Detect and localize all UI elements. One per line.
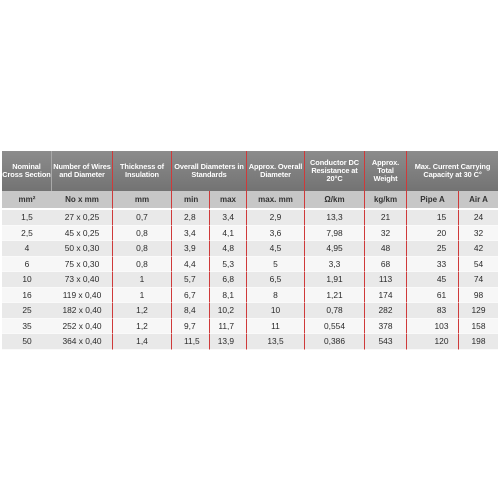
cell-cross-section: 6 <box>2 257 52 273</box>
cell-insulation: 1,2 <box>113 319 172 335</box>
header-approx-overall-diameter: Approx. Overall Diameter <box>247 151 305 191</box>
cell-pipe-a: 120 <box>407 334 459 350</box>
header-conductor-dc-resistance: Conductor DC Resistance at 20°C <box>305 151 365 191</box>
cell-max-diameter: 8,1 <box>210 288 247 304</box>
table-row <box>2 334 498 350</box>
unit-cell: Ω/km <box>305 191 365 210</box>
unit-cell: kg/km <box>365 191 407 210</box>
cell-pipe-a: 45 <box>407 272 459 288</box>
header-thickness-of-insulation: Thickness of Insulation <box>113 151 172 191</box>
unit-cell: max. mm <box>247 191 305 210</box>
cell-wires: 75 x 0,30 <box>52 257 113 273</box>
cell-air-a: 198 <box>459 334 498 350</box>
cell-resistance: 0,386 <box>305 334 365 350</box>
table-row <box>2 288 498 304</box>
cell-insulation: 0,8 <box>113 241 172 257</box>
cell-cross-section: 1,5 <box>2 210 52 226</box>
cell-wires: 27 x 0,25 <box>52 210 113 226</box>
cell-min-diameter: 2,8 <box>172 210 210 226</box>
cell-overall-diameter: 11 <box>247 319 305 335</box>
header-max-current-capacity: Max. Current Carrying Capacity at 30 C° <box>407 151 498 191</box>
cell-max-diameter: 5,3 <box>210 257 247 273</box>
cell-max-diameter: 4,1 <box>210 226 247 242</box>
cell-min-diameter: 9,7 <box>172 319 210 335</box>
cell-weight: 543 <box>365 334 407 350</box>
cell-max-diameter: 13,9 <box>210 334 247 350</box>
cell-air-a: 54 <box>459 257 498 273</box>
cell-insulation: 1,4 <box>113 334 172 350</box>
cell-cross-section: 50 <box>2 334 52 350</box>
cell-overall-diameter: 2,9 <box>247 210 305 226</box>
header-row <box>2 151 498 191</box>
cell-air-a: 98 <box>459 288 498 304</box>
cell-resistance: 0,78 <box>305 303 365 319</box>
cell-insulation: 0,8 <box>113 257 172 273</box>
table-row <box>2 226 498 242</box>
cell-wires: 252 x 0,40 <box>52 319 113 335</box>
cell-resistance: 4,95 <box>305 241 365 257</box>
cell-weight: 174 <box>365 288 407 304</box>
cell-cross-section: 25 <box>2 303 52 319</box>
cell-overall-diameter: 10 <box>247 303 305 319</box>
cell-wires: 182 x 0,40 <box>52 303 113 319</box>
cell-overall-diameter: 5 <box>247 257 305 273</box>
cable-spec-table-container <box>2 151 498 350</box>
cell-overall-diameter: 4,5 <box>247 241 305 257</box>
cell-overall-diameter: 8 <box>247 288 305 304</box>
cell-wires: 45 x 0,25 <box>52 226 113 242</box>
cell-cross-section: 16 <box>2 288 52 304</box>
unit-cell: max <box>210 191 247 210</box>
cell-weight: 113 <box>365 272 407 288</box>
unit-cell: Pipe A <box>407 191 459 210</box>
cell-resistance: 0,554 <box>305 319 365 335</box>
cell-max-diameter: 10,2 <box>210 303 247 319</box>
cell-min-diameter: 4,4 <box>172 257 210 273</box>
cell-insulation: 1,2 <box>113 303 172 319</box>
header-number-of-wires: Number of Wires and Diameter <box>52 151 113 191</box>
cell-pipe-a: 20 <box>407 226 459 242</box>
cell-min-diameter: 3,9 <box>172 241 210 257</box>
table-row <box>2 303 498 319</box>
cell-air-a: 24 <box>459 210 498 226</box>
cell-air-a: 32 <box>459 226 498 242</box>
cell-overall-diameter: 3,6 <box>247 226 305 242</box>
cell-min-diameter: 6,7 <box>172 288 210 304</box>
table-row <box>2 319 498 335</box>
cell-min-diameter: 11,5 <box>172 334 210 350</box>
cell-resistance: 3,3 <box>305 257 365 273</box>
table-row <box>2 257 498 273</box>
cell-max-diameter: 3,4 <box>210 210 247 226</box>
cell-weight: 48 <box>365 241 407 257</box>
table-row <box>2 272 498 288</box>
cell-weight: 21 <box>365 210 407 226</box>
unit-cell: mm <box>113 191 172 210</box>
cell-wires: 73 x 0,40 <box>52 272 113 288</box>
cell-min-diameter: 3,4 <box>172 226 210 242</box>
unit-cell: No x mm <box>52 191 113 210</box>
cell-cross-section: 10 <box>2 272 52 288</box>
cell-resistance: 1,91 <box>305 272 365 288</box>
cell-pipe-a: 25 <box>407 241 459 257</box>
cell-max-diameter: 6,8 <box>210 272 247 288</box>
cell-overall-diameter: 13,5 <box>247 334 305 350</box>
cable-spec-table <box>2 151 498 350</box>
table-row <box>2 241 498 257</box>
cell-resistance: 13,3 <box>305 210 365 226</box>
header-overall-diameters: Overall Diameters in Standards <box>172 151 247 191</box>
cell-weight: 32 <box>365 226 407 242</box>
cell-wires: 119 x 0,40 <box>52 288 113 304</box>
unit-cell: min <box>172 191 210 210</box>
cell-cross-section: 4 <box>2 241 52 257</box>
cell-pipe-a: 33 <box>407 257 459 273</box>
cell-insulation: 0,8 <box>113 226 172 242</box>
cell-air-a: 74 <box>459 272 498 288</box>
unit-row <box>2 191 498 210</box>
cell-weight: 282 <box>365 303 407 319</box>
cell-max-diameter: 4,8 <box>210 241 247 257</box>
cell-overall-diameter: 6,5 <box>247 272 305 288</box>
unit-cell: Air A <box>459 191 498 210</box>
cell-min-diameter: 8,4 <box>172 303 210 319</box>
unit-cell: mm² <box>2 191 52 210</box>
cell-pipe-a: 83 <box>407 303 459 319</box>
cell-wires: 364 x 0,40 <box>52 334 113 350</box>
cell-air-a: 42 <box>459 241 498 257</box>
cell-pipe-a: 61 <box>407 288 459 304</box>
cell-wires: 50 x 0,30 <box>52 241 113 257</box>
header-approx-total-weight: Approx. Total Weight <box>365 151 407 191</box>
cell-insulation: 1 <box>113 272 172 288</box>
cell-insulation: 0,7 <box>113 210 172 226</box>
cell-weight: 68 <box>365 257 407 273</box>
header-nominal-cross-section: Nominal Cross Section <box>2 151 52 191</box>
cell-resistance: 7,98 <box>305 226 365 242</box>
cell-pipe-a: 103 <box>407 319 459 335</box>
cell-resistance: 1,21 <box>305 288 365 304</box>
cell-pipe-a: 15 <box>407 210 459 226</box>
cell-cross-section: 2,5 <box>2 226 52 242</box>
cell-max-diameter: 11,7 <box>210 319 247 335</box>
cell-air-a: 158 <box>459 319 498 335</box>
table-row <box>2 210 498 226</box>
cell-cross-section: 35 <box>2 319 52 335</box>
cell-air-a: 129 <box>459 303 498 319</box>
cell-weight: 378 <box>365 319 407 335</box>
cell-insulation: 1 <box>113 288 172 304</box>
cell-min-diameter: 5,7 <box>172 272 210 288</box>
